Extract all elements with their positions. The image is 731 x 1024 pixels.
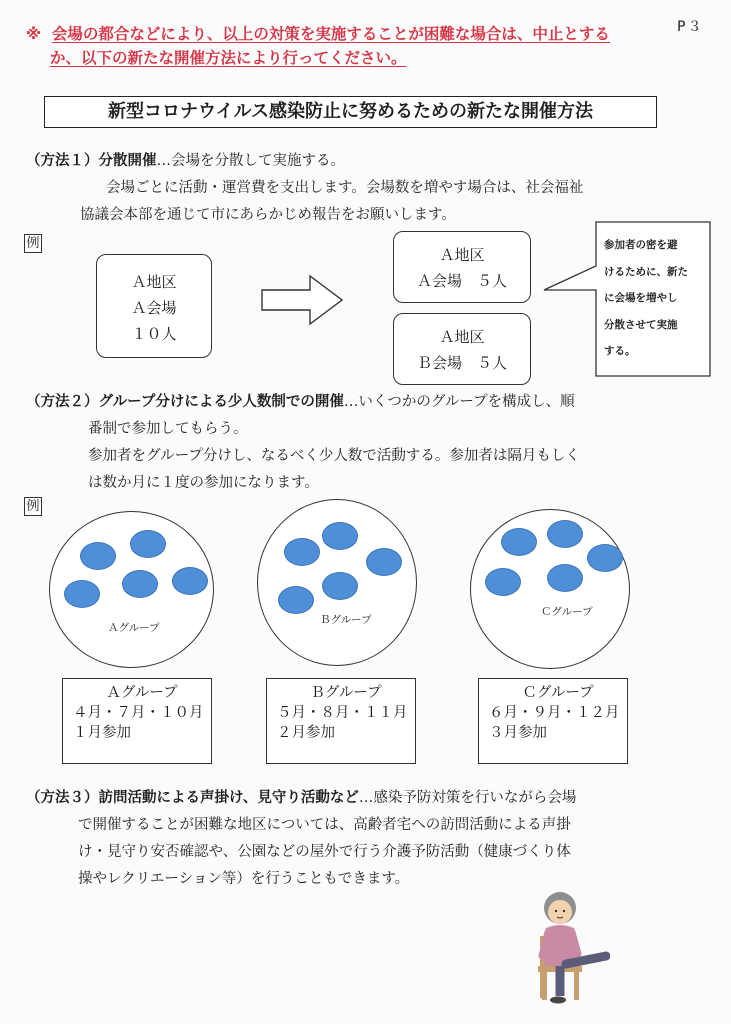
person-icon [122, 570, 158, 598]
before-box-line3: １０人 [131, 325, 177, 343]
group-b-label: Ｂグループ [320, 614, 372, 626]
schedule-box-c [478, 678, 628, 764]
notice-line1: 会場の都合などにより、以上の対策を実施することが困難な場合は、中止とする [51, 25, 610, 43]
method3-heading: （方法３）訪問活動による声掛け、見守り活動など [26, 790, 359, 806]
method2-line1-rest: …いくつかのグループを構成し、順 [343, 394, 575, 410]
before-box-line2: Ａ会場 [131, 299, 177, 317]
person-icon [172, 567, 208, 595]
person-icon [64, 580, 100, 608]
example-label-2: 例 [24, 497, 42, 516]
group-a-label: Ａグループ [108, 622, 160, 634]
schedule-b-title: Ｂグループ [310, 685, 382, 701]
callout-line5: する。 [604, 345, 636, 357]
person-icon [80, 542, 116, 570]
method1-heading: （方法１）分散開催 [26, 153, 157, 169]
person-icon [547, 564, 583, 592]
notice [26, 22, 666, 70]
schedule-c-months: ６月・９月・１２月 [489, 705, 620, 721]
elderly-woman-exercise-illustration [500, 888, 610, 1006]
method1-line3: 協議会本部を通じて市にあらかじめ報告をお願いします。 [80, 207, 456, 223]
after-box-b-line2: Ｂ会場 ５人 [416, 354, 507, 372]
method1-line2: 会場ごとに活動・運営費を支出します。会場数を増やす場合は、社会福祉 [106, 180, 584, 196]
method3-line3: け・見守り安否確認や、公園などの屋外で行う介護予防活動（健康づくり体 [78, 844, 571, 860]
method2-line4: は数か月に１度の参加になります。 [88, 475, 319, 491]
method2-line3: 参加者をグループ分けし、なるべく少人数で活動する。参加者は隔月もしく [88, 448, 580, 464]
callout-text [604, 232, 708, 365]
after-box-b-line1: Ａ地区 [439, 328, 485, 346]
method2-line2: 番制で参加してもらう。 [88, 421, 248, 437]
group-c-label: Ｃグループ [541, 606, 593, 618]
method3-line1-rest: …感染予防対策を行いながら会場 [358, 790, 577, 806]
page-number: P３ [677, 19, 704, 35]
person-icon [547, 520, 583, 548]
after-box-a [393, 231, 531, 303]
method3-text [26, 785, 671, 893]
group-circle-a [49, 511, 214, 668]
person-icon [284, 538, 320, 566]
group-circle-c [470, 509, 630, 669]
after-box-a-line2: Ａ会場 ５人 [416, 272, 507, 290]
callout-line3: に会場を増やし [604, 292, 678, 304]
section-title: 新型コロナウイルス感染防止に努めるための新たな開催方法 [44, 96, 657, 128]
person-icon [322, 522, 358, 550]
schedule-a-months2: １月参加 [73, 725, 131, 741]
person-icon [587, 544, 623, 572]
method3-line4: 操やレクリエーション等）を行うこともできます。 [78, 871, 410, 887]
schedule-box-b [266, 678, 416, 764]
method1-summary: …会場を分散して実施する。 [156, 153, 345, 169]
method2-text [26, 389, 671, 497]
person-icon [322, 572, 358, 600]
schedule-b-months2: ２月参加 [277, 725, 335, 741]
schedule-a-months: ４月・７月・１０月 [73, 705, 204, 721]
right-arrow-icon [258, 272, 348, 328]
method3-line2: で開催することが困難な地区については、高齢者宅への訪問活動による声掛 [78, 817, 571, 833]
schedule-b-months: ５月・８月・１１月 [277, 705, 408, 721]
before-box-line1: Ａ地区 [131, 273, 177, 291]
notice-line2: か、以下の新たな開催方法により行ってください。 [50, 49, 407, 67]
after-box-a-line1: Ａ地区 [439, 246, 485, 264]
person-icon [130, 530, 166, 558]
notice-mark: ※ [26, 25, 42, 43]
callout-line4: 分散させて実施 [604, 318, 678, 331]
method2-heading: （方法２）グループ分けによる少人数制での開催 [26, 394, 344, 410]
callout-line1: 参加者の密を避 [604, 239, 678, 251]
schedule-c-months2: ３月参加 [489, 725, 547, 741]
callout-line2: けるために、新た [604, 265, 688, 278]
schedule-box-a [62, 678, 212, 764]
person-icon [278, 586, 314, 614]
example-label-1: 例 [24, 234, 42, 253]
after-box-b [393, 313, 531, 385]
group-circle-b [257, 499, 417, 666]
schedule-c-title: Ｃグループ [522, 685, 594, 701]
person-icon [501, 528, 537, 556]
schedule-a-title: Ａグループ [106, 685, 178, 701]
before-box [96, 254, 212, 358]
person-icon [485, 568, 521, 596]
person-icon [366, 548, 402, 576]
method1-text [26, 148, 666, 229]
